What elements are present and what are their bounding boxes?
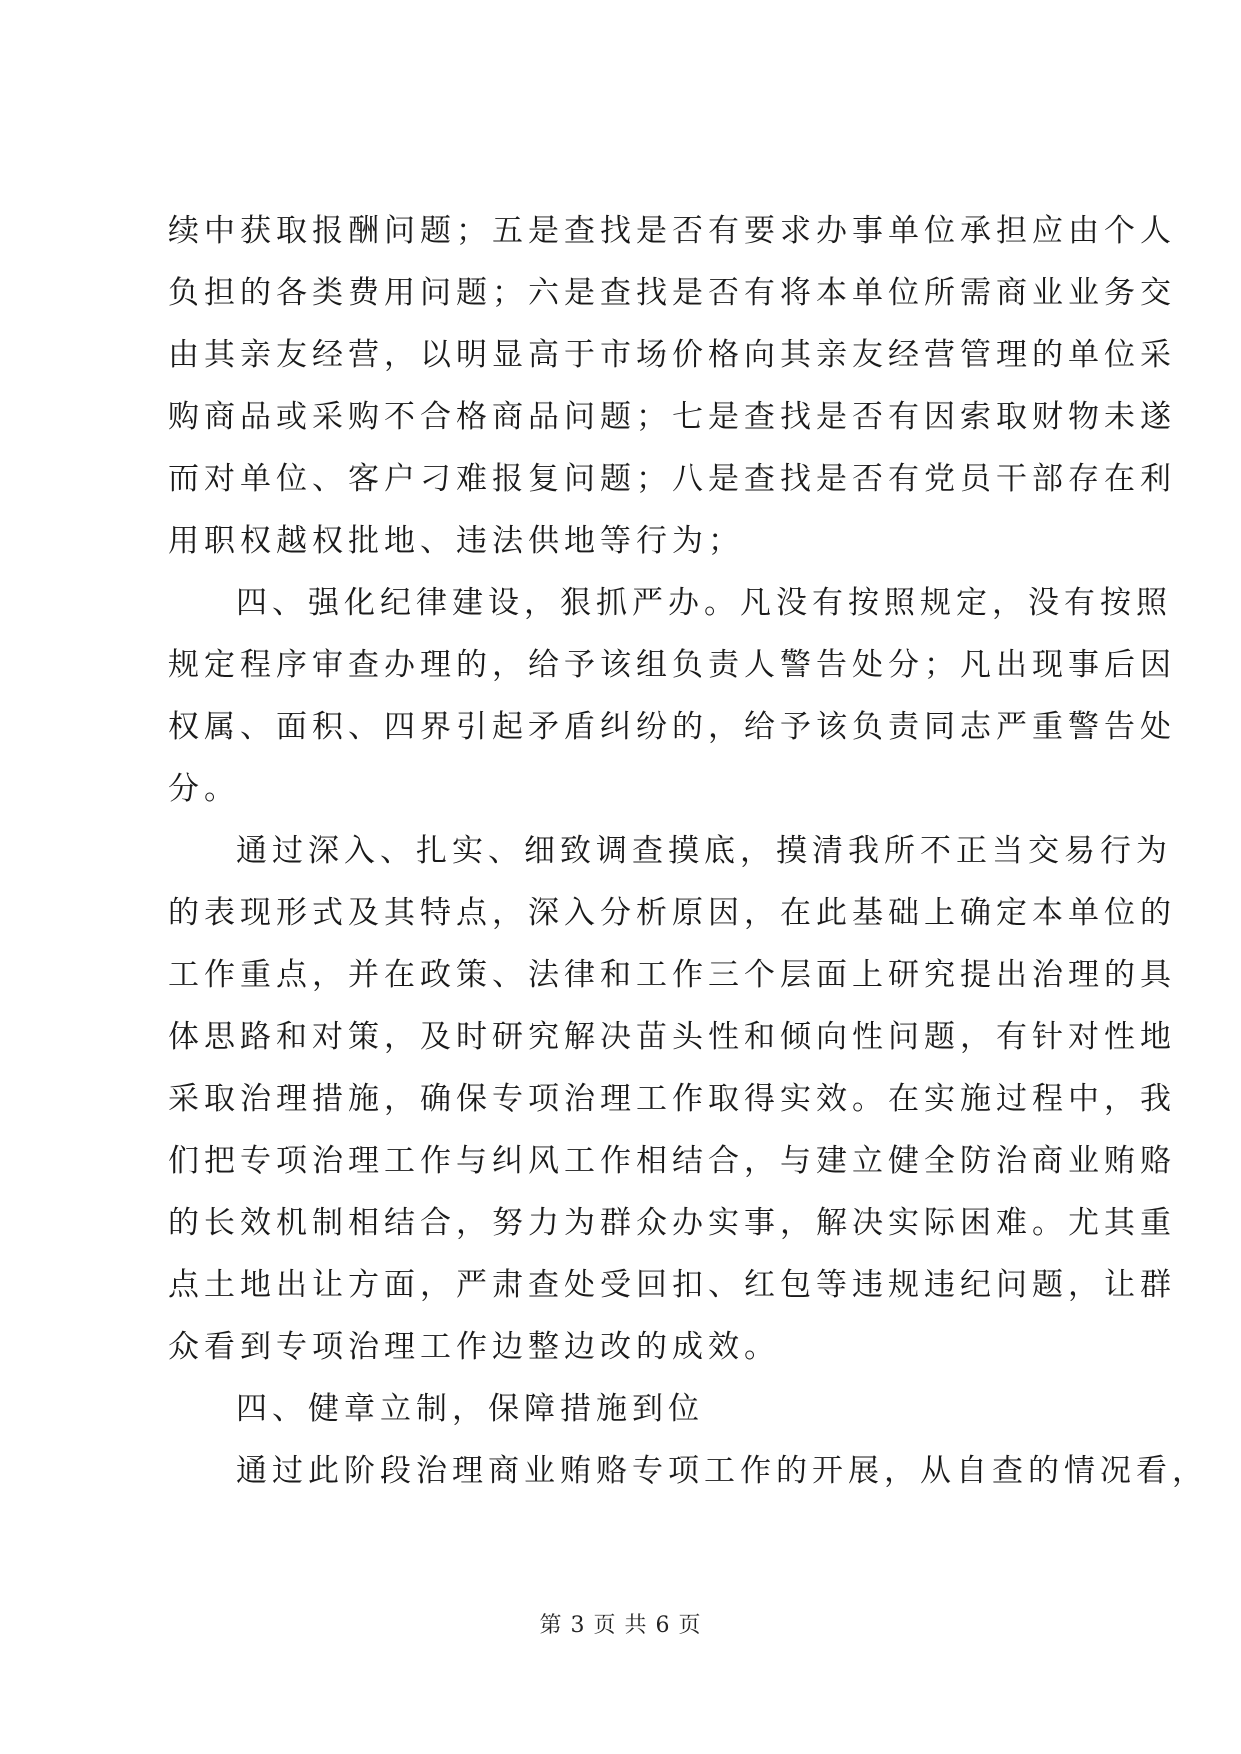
page-footer: 第 3 页 共 6 页 — [539, 1613, 702, 1638]
text-line: 的表现形式及其特点，深入分析原因，在此基础上确定本单位的 — [168, 895, 1176, 931]
text-line: 购商品或采购不合格商品问题；七是查找是否有因索取财物未遂 — [168, 399, 1176, 435]
document-body — [168, 200, 1208, 1502]
paragraph-start-line: 通过此阶段治理商业贿赂专项工作的开展，从自查的情况看， — [236, 1453, 1208, 1489]
text-line: 众看到专项治理工作边整边改的成效。 — [168, 1329, 780, 1365]
paragraph-start-line: 四、强化纪律建设，狠抓严办。凡没有按照规定，没有按照 — [236, 585, 1172, 621]
text-line: 续中获取报酬问题；五是查找是否有要求办事单位承担应由个人 — [168, 213, 1176, 249]
text-line: 规定程序审查办理的，给予该组负责人警告处分；凡出现事后因 — [168, 647, 1176, 683]
text-line: 分。 — [168, 771, 240, 807]
text-line: 负担的各类费用问题；六是查找是否有将本单位所需商业业务交 — [168, 275, 1176, 311]
text-line: 体思路和对策，及时研究解决苗头性和倾向性问题，有针对性地 — [168, 1019, 1176, 1055]
section-heading: 四、健章立制，保障措施到位 — [236, 1391, 704, 1427]
text-line: 由其亲友经营，以明显高于市场价格向其亲友经营管理的单位采 — [168, 337, 1176, 373]
text-line: 用职权越权批地、违法供地等行为； — [168, 523, 744, 559]
paragraph-start-line: 通过深入、扎实、细致调查摸底，摸清我所不正当交易行为 — [236, 833, 1172, 869]
text-line: 点土地出让方面，严肃查处受回扣、红包等违规违纪问题，让群 — [168, 1267, 1176, 1303]
text-line: 而对单位、客户刁难报复问题；八是查找是否有党员干部存在利 — [168, 461, 1176, 497]
text-line: 采取治理措施，确保专项治理工作取得实效。在实施过程中，我 — [168, 1081, 1176, 1117]
text-line: 工作重点，并在政策、法律和工作三个层面上研究提出治理的具 — [168, 957, 1176, 993]
text-line: 权属、面积、四界引起矛盾纠纷的，给予该负责同志严重警告处 — [168, 709, 1176, 745]
text-line: 们把专项治理工作与纠风工作相结合，与建立健全防治商业贿赂 — [168, 1143, 1176, 1179]
text-line: 的长效机制相结合，努力为群众办实事，解决实际困难。尤其重 — [168, 1205, 1176, 1241]
